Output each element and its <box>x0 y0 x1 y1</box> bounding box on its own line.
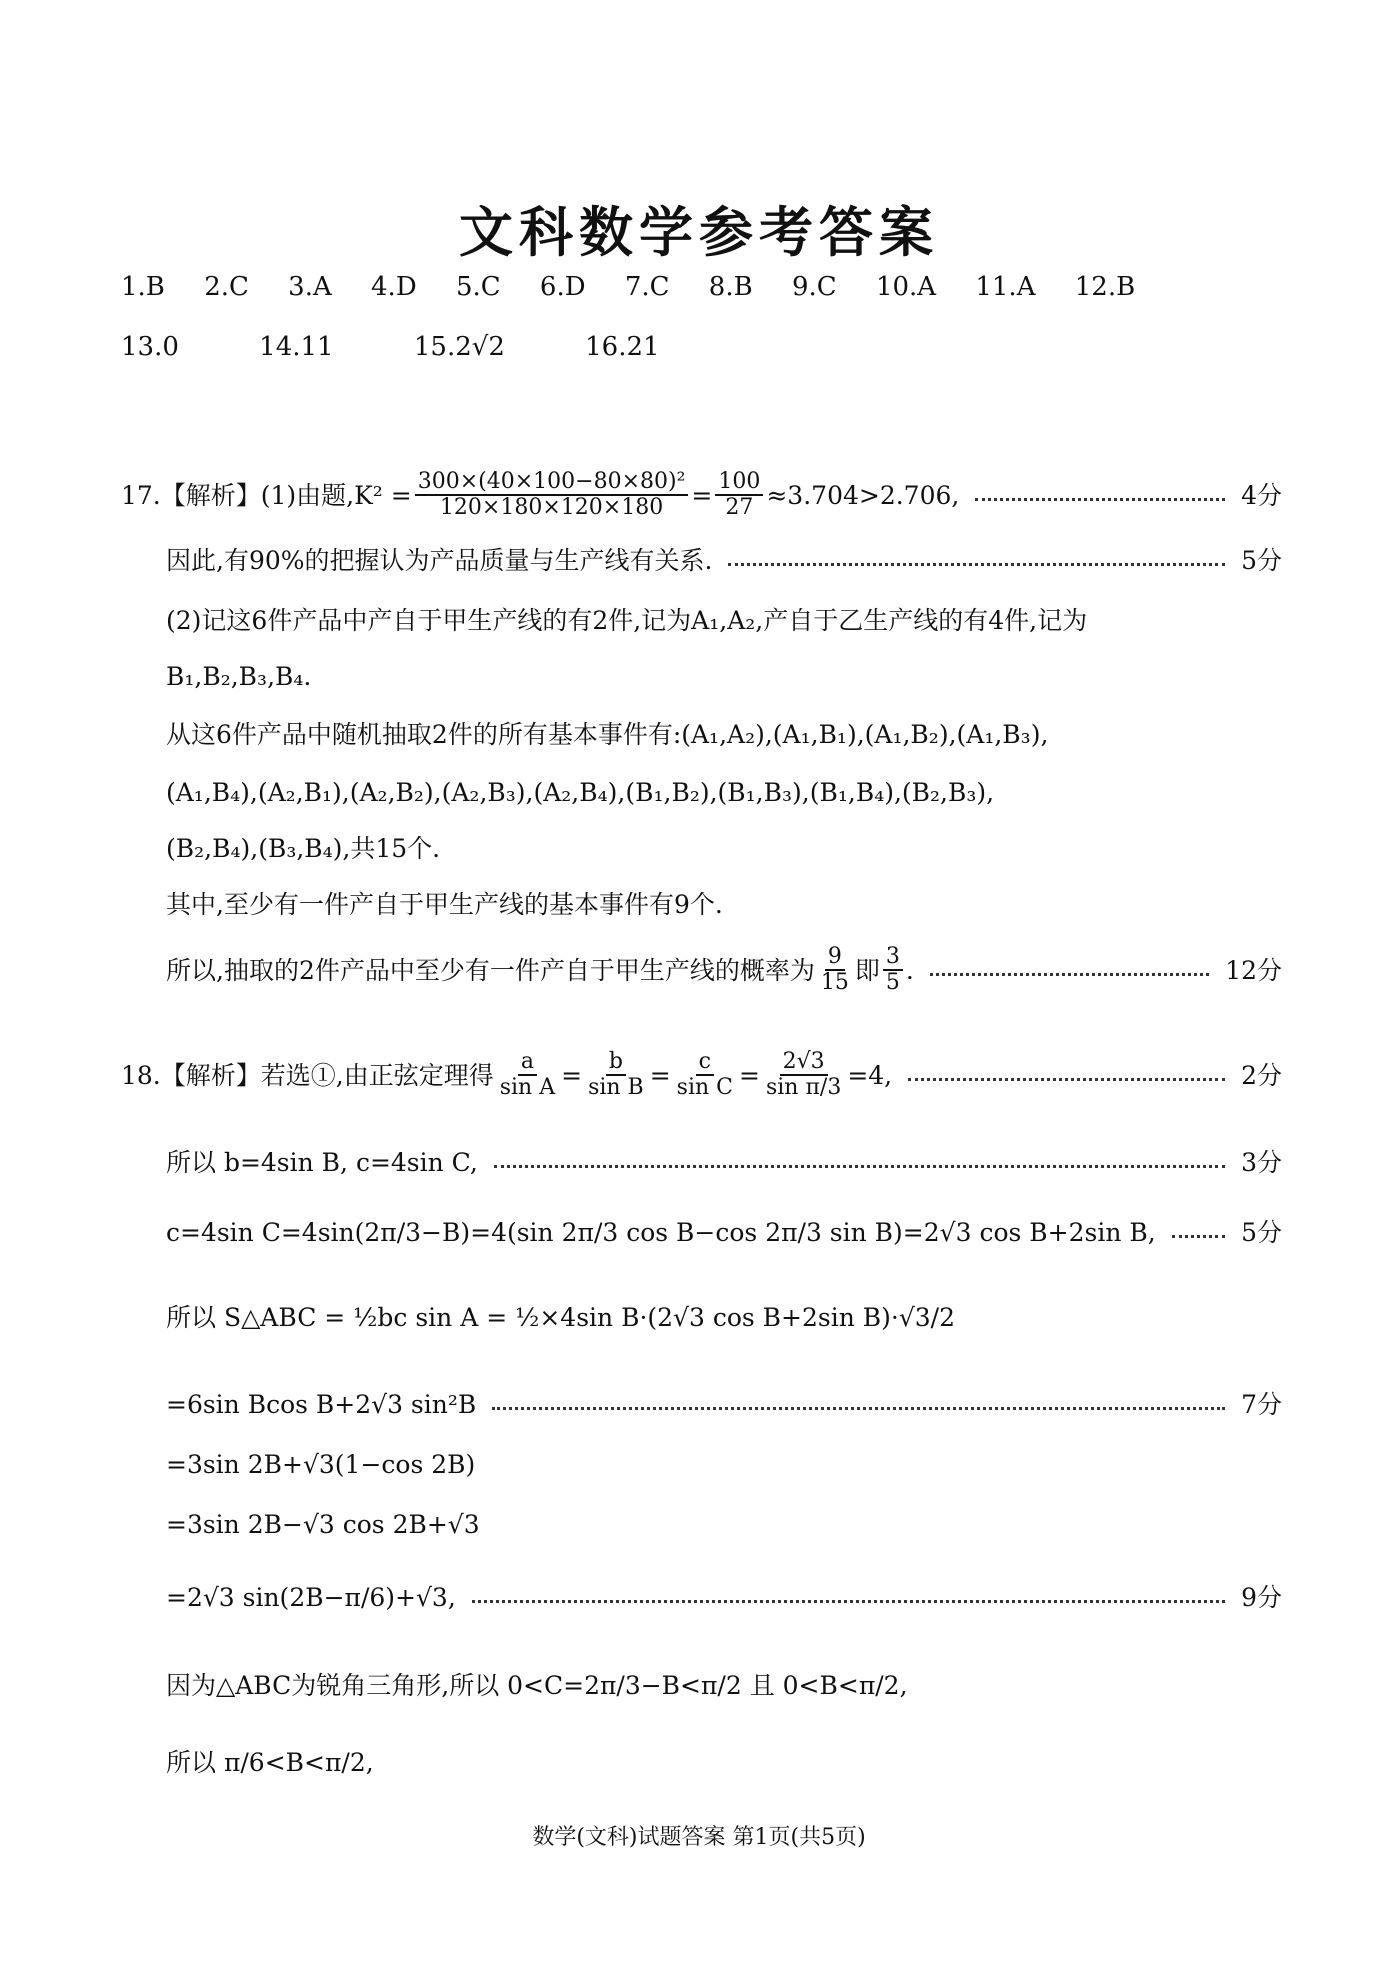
answer-item: 1.B <box>121 272 165 302</box>
q18-line-9 <box>166 1673 1282 1698</box>
q17-fraction-result <box>715 470 763 520</box>
score-label: 5分 <box>1241 1218 1282 1247</box>
q18-line-7 <box>166 1512 1282 1537</box>
answer-item: 13.0 <box>121 332 179 362</box>
q17-line-2 <box>166 548 1282 573</box>
q18-line-1: 18.【解析】若选①,由正弦定理得 $\frac{a}{\text{sin A}}$ = $\frac{b}{\text{sin B}}$ = $\frac{c}{\text{sin C}}$ = $\frac{2√3}{\text{sin π/3}}$ =4, 2分 <box>121 1049 1282 1101</box>
q17-text: 其中,至少有一件产自于甲生产线的基本事件有9个. <box>166 890 723 919</box>
q17-line-3 <box>166 608 1282 633</box>
dot-leader <box>472 1600 1225 1603</box>
q18-text: =4, <box>847 1060 893 1090</box>
fraction-numerator: c <box>696 1050 714 1076</box>
dot-leader <box>908 1078 1225 1081</box>
fraction-denominator: sin A <box>499 1075 556 1101</box>
q18-line-8 <box>166 1585 1282 1610</box>
fraction-denominator: 15 <box>820 970 849 996</box>
fraction-numerator: 2√3 <box>780 1050 828 1076</box>
q18-line-2 <box>166 1150 1282 1175</box>
answer-item: 11.A <box>975 272 1036 302</box>
dot-leader <box>492 1407 1225 1410</box>
answer-item: 15.2√2 <box>413 332 505 362</box>
fraction-numerator: 300×(40×100−80×80)² <box>415 470 689 496</box>
q18-text: 所以 π/6<B<π/2, <box>166 1748 374 1777</box>
q18-line-4 <box>166 1305 1282 1330</box>
q18-text: 所以 b=4sin B, c=4sin C, <box>166 1148 478 1177</box>
answer-item: 12.B <box>1074 272 1136 302</box>
score-label: 7分 <box>1241 1390 1282 1419</box>
answers-row-1 <box>121 272 1166 302</box>
fraction-denominator: sin π/3 <box>765 1075 842 1101</box>
fraction-numerator: 3 <box>883 945 903 971</box>
q18-line-3 <box>166 1220 1282 1245</box>
q17-fraction-chi <box>415 470 689 520</box>
answer-item: 2.C <box>204 272 249 302</box>
q17-line-7 <box>166 836 1282 861</box>
q18-text: =3sin 2B−√3 cos 2B+√3 <box>166 1510 480 1539</box>
dot-leader <box>975 498 1225 501</box>
q17-text: 因此,有90%的把握认为产品质量与生产线有关系. <box>166 546 713 575</box>
fraction-denominator: sin B <box>588 1075 644 1101</box>
dot-leader <box>728 563 1225 566</box>
fraction-denominator: 5 <box>885 970 900 996</box>
q18-line-10 <box>166 1750 1282 1775</box>
answer-item: 3.A <box>288 272 332 302</box>
fraction-numerator: 9 <box>825 945 845 971</box>
fraction-numerator: a <box>518 1050 537 1076</box>
dot-leader <box>930 973 1209 976</box>
fraction-numerator: 100 <box>715 470 763 496</box>
q18-text: c=4sin C=4sin(2π/3−B)=4(sin 2π/3 cos B−cos 2π/3 sin B)=2√3 cos B+2sin B, <box>166 1218 1156 1247</box>
page-title: 文科数学参考答案 <box>459 201 939 264</box>
q18-fraction-b <box>585 1050 647 1100</box>
q17-text: 所以,抽取的2件产品中至少有一件产自于甲生产线的概率为 <box>166 955 815 985</box>
answer-item: 16.21 <box>585 332 660 362</box>
q18-fraction-a <box>497 1050 558 1100</box>
answer-item: 4.D <box>371 272 417 302</box>
q17-line-8 <box>166 892 1282 917</box>
fraction-denominator: 120×180×120×180 <box>439 495 664 521</box>
q17-line-9 <box>166 945 1282 995</box>
page-footer: 数学(文科)试题答案 第1页(共5页) <box>532 1825 866 1850</box>
equals-sign: = <box>691 480 713 510</box>
q18-text: =2√3 sin(2B−π/6)+√3, <box>166 1583 456 1612</box>
answers-row-2 <box>121 332 691 362</box>
q17-probability-simplified <box>883 945 903 995</box>
q17-text: . <box>905 955 914 985</box>
q17-line-6 <box>166 780 1282 805</box>
q17-head: 17.【解析】(1)由题,K² = <box>121 480 412 510</box>
score-label: 2分 <box>1241 1060 1282 1090</box>
q17-line-4 <box>166 664 1282 689</box>
answer-item: 9.C <box>791 272 837 302</box>
score-label: 12分 <box>1225 955 1282 985</box>
q18-fraction-ratio <box>763 1050 844 1100</box>
score-label: 9分 <box>1241 1583 1282 1612</box>
q18-text: 因为△ABC为锐角三角形,所以 0<C=2π/3−B<π/2 且 0<B<π/2, <box>166 1671 908 1700</box>
q18-fraction-c <box>674 1050 736 1100</box>
q18-line-5 <box>166 1392 1282 1417</box>
q17-comparison: ≈3.704>2.706, <box>766 480 960 510</box>
score-label: 5分 <box>1241 546 1282 575</box>
dot-leader <box>1172 1235 1225 1238</box>
answer-item: 7.C <box>624 272 670 302</box>
fraction-numerator: b <box>606 1050 626 1076</box>
q17-text: (A₁,B₄),(A₂,B₁),(A₂,B₂),(A₂,B₃),(A₂,B₄),(B₁,B₂),(B₁,B₃),(B₁,B₄),(B₂,B₃), <box>166 778 995 807</box>
q17-text: (2)记这6件产品中产自于甲生产线的有2件,记为A₁,A₂,产自于乙生产线的有4件,记为 <box>166 606 1088 635</box>
fraction-denominator: sin C <box>676 1075 733 1101</box>
q17-probability-fraction <box>818 945 852 995</box>
answer-item: 14.11 <box>259 332 334 362</box>
answer-item: 6.D <box>539 272 586 302</box>
q18-text: =6sin Bcos B+2√3 sin²B <box>166 1390 477 1419</box>
q18-text: =3sin 2B+√3(1−cos 2B) <box>166 1450 476 1479</box>
q17-text: B₁,B₂,B₃,B₄. <box>166 662 312 691</box>
answer-item: 10.A <box>875 272 937 302</box>
q17-text: (B₂,B₄),(B₃,B₄),共15个. <box>166 834 441 863</box>
q18-line-6 <box>166 1452 1282 1477</box>
score-label: 3分 <box>1241 1148 1282 1177</box>
answer-item: 5.C <box>455 272 501 302</box>
fraction-denominator: 27 <box>725 495 754 521</box>
q17-line-1 <box>121 470 1282 520</box>
q17-text: 即 <box>854 955 880 985</box>
answer-item: 8.B <box>708 272 753 302</box>
q17-line-5 <box>166 722 1282 747</box>
score-label: 4分 <box>1241 480 1282 510</box>
q17-text: 从这6件产品中随机抽取2件的所有基本事件有:(A₁,A₂),(A₁,B₁),(A₁,B₂),(A₁,B₃), <box>166 720 1049 749</box>
q18-head: 18.【解析】若选①,由正弦定理得 <box>121 1060 494 1090</box>
dot-leader <box>494 1165 1225 1168</box>
q18-text: 所以 S△ABC = ½bc sin A = ½×4sin B·(2√3 cos B+2sin B)·√3/2 <box>166 1303 955 1332</box>
